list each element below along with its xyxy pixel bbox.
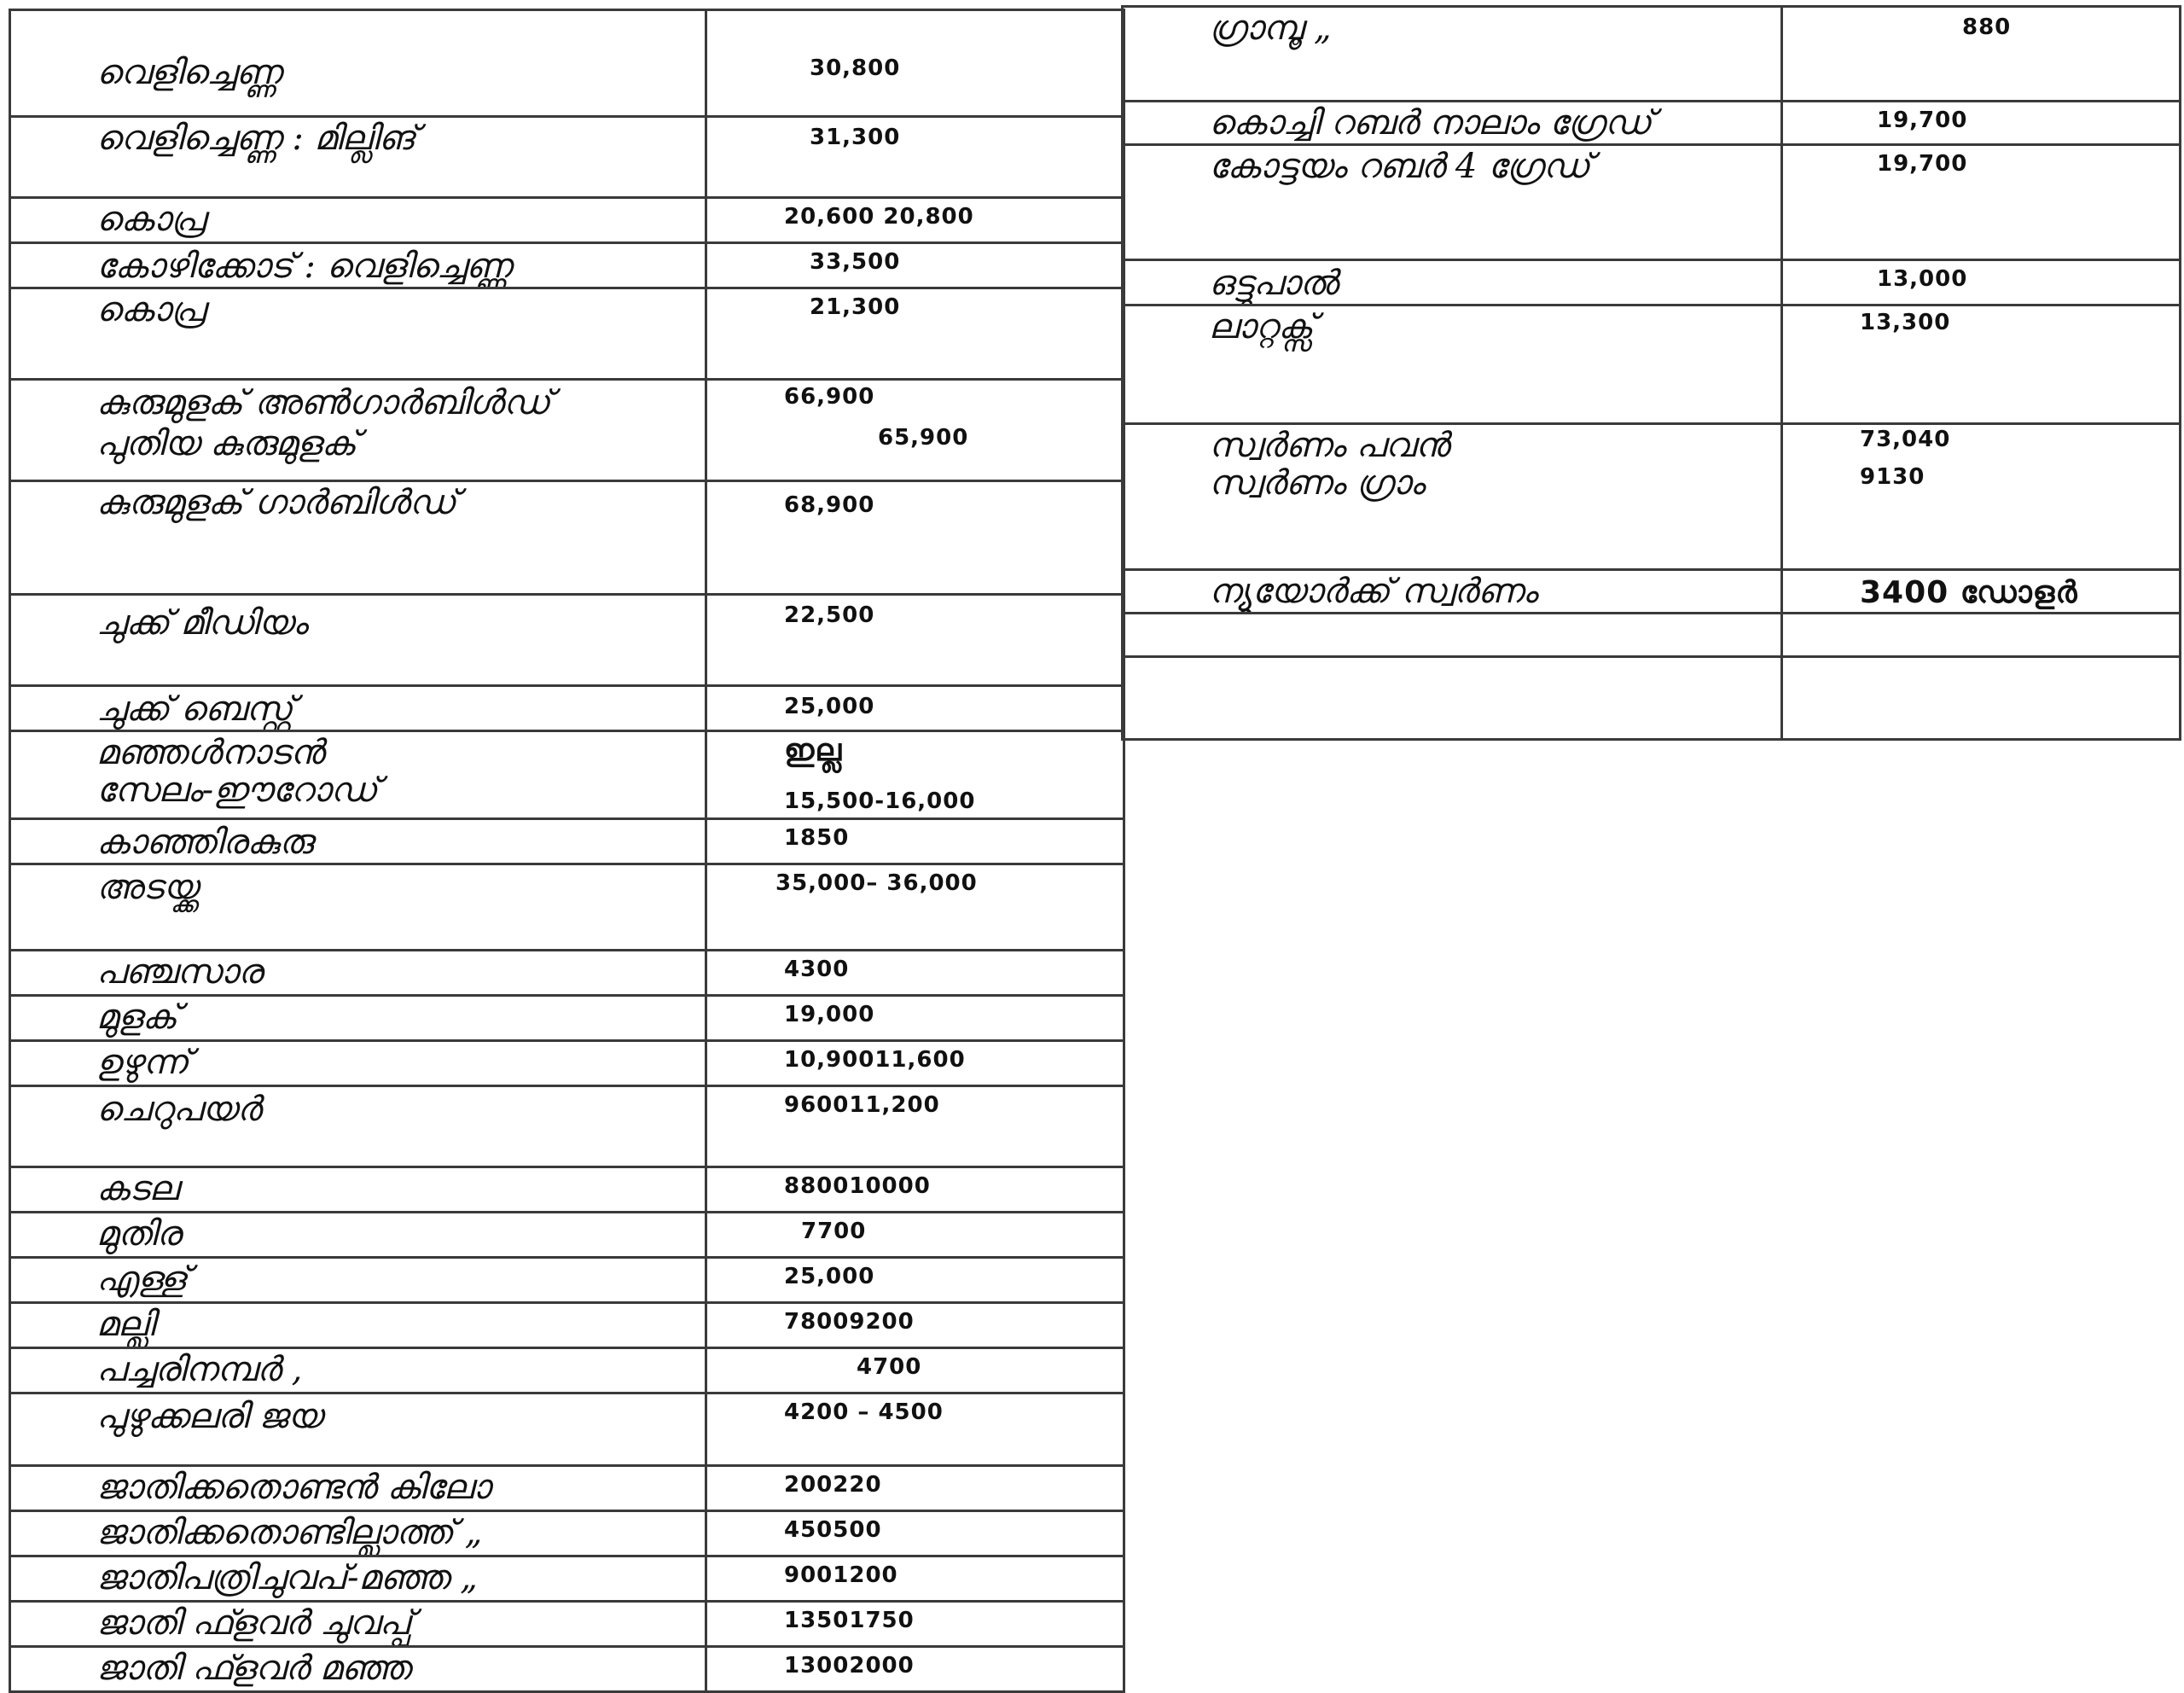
commodity-name: ചുക്ക് ബെസ്റ്റ്	[96, 689, 293, 729]
commodity-name: ജാതിക്കതൊണ്ടൻ കിലോ	[96, 1468, 491, 1507]
price-cell	[706, 1303, 1124, 1348]
commodity-name: കോഴിക്കോട് : വെളിച്ചെണ്ണ	[96, 247, 512, 286]
table-row	[10, 731, 1124, 819]
commodity-name-cell	[1123, 260, 1782, 305]
price-cell	[706, 951, 1124, 996]
commodity-name-cell	[10, 686, 706, 731]
price-value: 880	[1962, 15, 2012, 40]
commodity-name-cell	[10, 1556, 706, 1602]
commodity-name-cell	[10, 996, 706, 1041]
commodity-name-cell	[10, 1602, 706, 1647]
price-cell	[706, 686, 1124, 731]
table-row	[1123, 145, 2181, 260]
commodity-name-cell	[10, 380, 706, 481]
price-cell	[706, 117, 1124, 198]
price-cell	[706, 864, 1124, 951]
price-cell	[706, 1393, 1124, 1466]
right-price-table	[1121, 5, 2181, 741]
price-value: 880010000	[784, 1173, 931, 1199]
price-cell	[706, 731, 1124, 819]
commodity-name-cell	[10, 1303, 706, 1348]
table-row	[10, 243, 1124, 288]
price-value: 960011,200	[784, 1092, 940, 1118]
commodity-name: മല്ലി	[96, 1305, 154, 1344]
table-row	[10, 10, 1124, 117]
table-row	[10, 288, 1124, 380]
table-row	[1123, 570, 2181, 614]
commodity-name: പച്ചരിനമ്പർ ,	[96, 1350, 303, 1389]
price-value: 9001200	[784, 1562, 898, 1588]
commodity-name: കുരുമുളക് ഗാർബിൾഡ്	[96, 483, 456, 522]
price-cell	[706, 380, 1124, 481]
table-row	[1123, 102, 2181, 145]
commodity-name: മഞ്ഞൾനാടൻ	[96, 733, 324, 772]
price-value: 7700	[801, 1219, 867, 1244]
price-cell	[1782, 424, 2181, 570]
price-cell	[706, 1466, 1124, 1511]
commodity-name: ലാറ്റക്സ്	[1209, 307, 1314, 346]
commodity-name: ഒട്ടുപാൽ	[1209, 264, 1338, 303]
table-row	[1123, 260, 2181, 305]
price-cell	[706, 481, 1124, 595]
commodity-name-cell	[1123, 102, 1782, 145]
price-cell	[706, 1258, 1124, 1303]
commodity-name: എള്ള്	[96, 1260, 188, 1299]
table-row	[10, 1041, 1124, 1086]
commodity-name-cell	[10, 288, 706, 380]
price-cell	[1782, 570, 2181, 614]
price-cell	[706, 1167, 1124, 1213]
table-row	[10, 1466, 1124, 1511]
price-value: 13,300	[1860, 310, 1951, 335]
price-value: 66,900	[784, 384, 875, 410]
table-row	[10, 1511, 1124, 1556]
price-cell	[706, 996, 1124, 1041]
left-price-table	[9, 9, 1125, 1693]
commodity-name-cell	[1123, 145, 1782, 260]
commodity-name-cell	[10, 481, 706, 595]
commodity-name: കൊപ്ര	[96, 290, 206, 329]
commodity-name: കുരുമുളക് അൺഗാർബിൾഡ്	[96, 383, 551, 422]
commodity-name-cell	[1123, 614, 1782, 657]
price-value: 68,900	[784, 492, 875, 518]
commodity-name-cell	[10, 1167, 706, 1213]
commodity-name: ജാതി ഫ്ളവർ മഞ്ഞ	[96, 1649, 410, 1688]
commodity-name: പുഴുക്കലരി ജയ	[96, 1397, 322, 1436]
commodity-name: സ്വർണം പവൻ	[1209, 426, 1449, 465]
commodity-name: മുളക്	[96, 998, 178, 1037]
commodity-name-cell	[10, 1466, 706, 1511]
price-cell	[706, 1086, 1124, 1167]
commodity-name-cell	[10, 10, 706, 117]
table-row	[10, 864, 1124, 951]
commodity-name-cell	[1123, 657, 1782, 740]
price-value: 25,000	[784, 1264, 875, 1289]
commodity-name: ന്യൂയോർക്ക് സ്വർണം	[1209, 572, 1537, 611]
price-cell	[1782, 305, 2181, 424]
commodity-name: ജാതിപത്രിചുവപ്-മഞ്ഞ „	[96, 1558, 478, 1597]
commodity-name-cell	[1123, 570, 1782, 614]
price-value: 15,500-16,000	[784, 788, 976, 814]
commodity-name: കടല	[96, 1169, 178, 1208]
price-cell	[706, 1556, 1124, 1602]
price-value: 19,700	[1877, 108, 1968, 133]
table-row	[10, 198, 1124, 243]
table-row	[1123, 7, 2181, 102]
commodity-name-cell	[10, 864, 706, 951]
commodity-name: അടയ്ക്ക	[96, 868, 198, 907]
table-row	[1123, 614, 2181, 657]
price-value: 13501750	[784, 1608, 915, 1633]
price-value: 19,000	[784, 1002, 875, 1027]
price-value: 4300	[784, 957, 850, 982]
commodity-name-cell	[1123, 424, 1782, 570]
table-row	[10, 1602, 1124, 1647]
price-value: 13002000	[784, 1653, 915, 1678]
commodity-name: പുതിയ കുരുമുളക്	[96, 424, 357, 463]
table-row	[10, 1258, 1124, 1303]
price-value: 73,040	[1860, 427, 1951, 452]
commodity-name-cell	[10, 1258, 706, 1303]
table-row	[10, 117, 1124, 198]
commodity-name-cell	[10, 1213, 706, 1258]
commodity-name-cell	[10, 595, 706, 686]
price-value: 20,600 20,800	[784, 204, 974, 230]
price-cell	[1782, 657, 2181, 740]
price-value: 78009200	[784, 1309, 915, 1335]
commodity-name: ഉഴുന്ന്	[96, 1043, 189, 1082]
price-value: 10,90011,600	[784, 1047, 966, 1073]
table-row	[10, 1647, 1124, 1692]
table-row	[10, 996, 1124, 1041]
price-value: ഇല്ല	[784, 733, 843, 768]
commodity-name: ജാതിക്കതൊണ്ടില്ലാത്ത് „	[96, 1513, 483, 1552]
table-row	[10, 595, 1124, 686]
price-cell	[706, 1602, 1124, 1647]
commodity-name: കൊപ്ര	[96, 200, 206, 239]
table-row	[1123, 657, 2181, 740]
commodity-name: കോട്ടയം റബർ 4 ഗ്രേഡ്	[1209, 147, 1591, 186]
price-cell	[1782, 614, 2181, 657]
price-value: 33,500	[810, 249, 901, 275]
price-value: 22,500	[784, 602, 875, 628]
commodity-name-cell	[10, 243, 706, 288]
price-cell	[706, 1348, 1124, 1393]
commodity-name: കൊച്ചി റബർ നാലാം ഗ്രേഡ്	[1209, 103, 1653, 143]
price-cell	[706, 1647, 1124, 1692]
table-row	[1123, 424, 2181, 570]
price-cell	[706, 243, 1124, 288]
price-value: 31,300	[810, 125, 901, 150]
price-value: 35,000– 36,000	[775, 870, 978, 896]
price-value: 25,000	[784, 694, 875, 719]
price-cell	[706, 1213, 1124, 1258]
price-value: 65,900	[878, 425, 969, 451]
commodity-name-cell	[10, 1041, 706, 1086]
commodity-name-cell	[10, 1393, 706, 1466]
commodity-name-cell	[10, 731, 706, 819]
commodity-name-cell	[10, 819, 706, 864]
commodity-name-cell	[10, 1348, 706, 1393]
price-value: 13,000	[1877, 266, 1968, 292]
table-row	[10, 1213, 1124, 1258]
commodity-name: ചുക്ക് മീഡിയം	[96, 603, 308, 643]
commodity-name: വെളിച്ചെണ്ണ	[96, 53, 282, 92]
commodity-name-cell	[10, 198, 706, 243]
price-value: 4200 – 4500	[784, 1399, 944, 1425]
price-cell	[1782, 7, 2181, 102]
table-row	[10, 1556, 1124, 1602]
price-value: 1850	[784, 825, 850, 851]
table-row	[10, 1086, 1124, 1167]
table-row	[10, 1393, 1124, 1466]
table-row	[10, 819, 1124, 864]
price-value: 9130	[1860, 464, 1926, 490]
commodity-name-cell	[1123, 305, 1782, 424]
table-row	[10, 686, 1124, 731]
price-cell	[706, 288, 1124, 380]
commodity-name: മുതിര	[96, 1214, 181, 1254]
commodity-name-cell	[10, 117, 706, 198]
table-row	[1123, 305, 2181, 424]
commodity-name: സ്വർണം ഗ്രാം	[1209, 463, 1425, 503]
price-cell	[706, 1511, 1124, 1556]
price-cell	[1782, 145, 2181, 260]
price-value: 21,300	[810, 294, 901, 320]
price-cell	[706, 595, 1124, 686]
commodity-name-cell	[10, 1511, 706, 1556]
commodity-name: കാഞ്ഞിരകുരു	[96, 823, 313, 862]
commodity-name-cell	[10, 1647, 706, 1692]
price-value: 19,700	[1877, 151, 1968, 177]
price-cell	[706, 10, 1124, 117]
price-cell	[1782, 102, 2181, 145]
commodity-name: പഞ്ചസാര	[96, 952, 263, 992]
commodity-name: വെളിച്ചെണ്ണ : മില്ലിങ്	[96, 119, 416, 158]
commodity-name-cell	[10, 1086, 706, 1167]
table-row	[10, 1167, 1124, 1213]
price-cell	[706, 1041, 1124, 1086]
price-value: 450500	[784, 1517, 882, 1543]
price-cell	[706, 819, 1124, 864]
table-row	[10, 951, 1124, 996]
commodity-name-cell	[1123, 7, 1782, 102]
commodity-name: ഗ്രാമ്പൂ „	[1209, 9, 1332, 48]
commodity-name: ചെറുപയർ	[96, 1090, 261, 1129]
table-row	[10, 481, 1124, 595]
price-value: 3400 ഡോളർ	[1860, 575, 2078, 610]
price-value: 4700	[857, 1354, 922, 1380]
price-value: 30,800	[810, 55, 901, 81]
commodity-name: സേലം-ഈറോഡ്	[96, 771, 378, 810]
commodity-name-cell	[10, 951, 706, 996]
price-cell	[706, 198, 1124, 243]
table-row	[10, 1348, 1124, 1393]
commodity-name: ജാതി ഫ്ളവർ ചുവപ്പ്	[96, 1603, 412, 1643]
price-cell	[1782, 260, 2181, 305]
table-row	[10, 380, 1124, 481]
table-row	[10, 1303, 1124, 1348]
price-value: 200220	[784, 1472, 882, 1498]
